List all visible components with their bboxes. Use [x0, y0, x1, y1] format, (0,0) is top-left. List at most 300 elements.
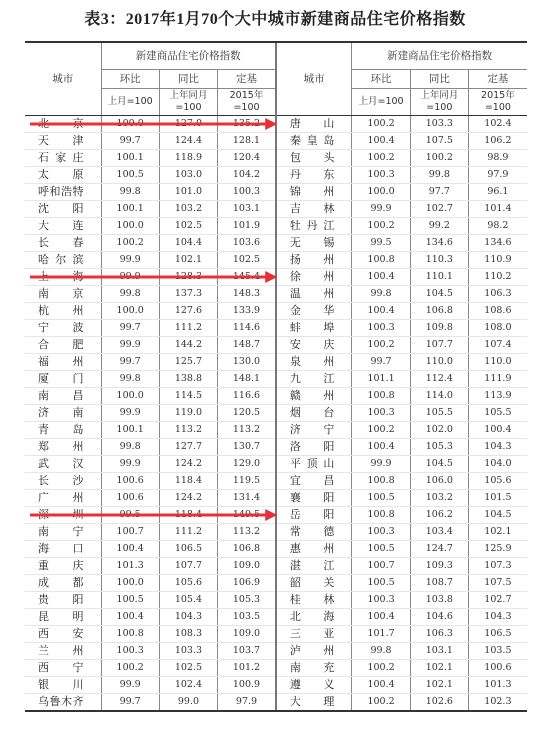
mom-left-cell: 99.8 [101, 286, 159, 303]
city-right-cell: 温州 [276, 286, 352, 303]
base-left-cell: 129.0 [218, 456, 276, 473]
yoy-left-cell: 127.6 [159, 303, 217, 320]
base-right-cell: 106.3 [468, 286, 526, 303]
city-left-cell: 哈尔滨 [25, 252, 101, 269]
city-left-cell: 武汉 [25, 456, 101, 473]
mom-right-cell: 100.2 [352, 116, 410, 133]
table-row [25, 303, 527, 320]
mom-right-cell: 100.3 [352, 405, 410, 422]
group-header-right: 新建商品住宅价格指数 [352, 42, 527, 70]
yoy-right-cell: 110.1 [410, 269, 468, 286]
yoy-right-cell: 100.2 [410, 150, 468, 167]
city-right-cell: 济宁 [276, 422, 352, 439]
city-left-cell: 兰州 [25, 643, 101, 660]
mom-right-cell: 100.3 [352, 320, 410, 337]
city-left-cell: 宁波 [25, 320, 101, 337]
base-left-cell: 145.4 [218, 269, 276, 286]
city-left-cell: 深圳 [25, 507, 101, 524]
city-right-cell: 吉林 [276, 201, 352, 218]
city-right-cell: 牡丹江 [276, 218, 352, 235]
base-left-cell: 106.9 [218, 575, 276, 592]
city-right-cell: 惠州 [276, 541, 352, 558]
mom-right-cell: 99.8 [352, 286, 410, 303]
city-right-cell: 丹东 [276, 167, 352, 184]
mom-right-cell: 99.9 [352, 456, 410, 473]
mom-left-cell: 100.0 [101, 575, 159, 592]
base-header-right: 定基 [468, 70, 526, 89]
yoy-left-cell: 102.4 [159, 677, 217, 694]
city-left-cell: 南京 [25, 286, 101, 303]
mom-right-cell: 99.8 [352, 643, 410, 660]
base-right-cell: 125.9 [468, 541, 526, 558]
city-left-cell: 福州 [25, 354, 101, 371]
base-right-cell: 107.4 [468, 337, 526, 354]
base-right-cell: 102.1 [468, 524, 526, 541]
mom-right-cell: 100.5 [352, 575, 410, 592]
base-left-cell: 116.6 [218, 388, 276, 405]
base-left-cell: 109.0 [218, 558, 276, 575]
mom-header-left: 环比 [101, 70, 159, 89]
city-right-cell: 洛阳 [276, 439, 352, 456]
yoy-right-cell: 102.1 [410, 677, 468, 694]
city-right-cell: 岳阳 [276, 507, 352, 524]
city-right-cell: 南充 [276, 660, 352, 677]
yoy-right-cell: 97.7 [410, 184, 468, 201]
base-right-cell: 134.6 [468, 235, 526, 252]
mom-left-cell: 100.6 [101, 490, 159, 507]
base-left-cell: 120.4 [218, 150, 276, 167]
city-left-cell: 贵阳 [25, 592, 101, 609]
yoy-left-cell: 108.3 [159, 626, 217, 643]
base-left-cell: 149.5 [218, 507, 276, 524]
city-left-cell: 厦门 [25, 371, 101, 388]
city-right-cell: 赣州 [276, 388, 352, 405]
table-title: 表3：2017年1月70个大中城市新建商品住宅价格指数 [84, 11, 466, 28]
table-header [25, 42, 527, 116]
table-row [25, 286, 527, 303]
city-right-cell: 安庆 [276, 337, 352, 354]
city-right-cell: 襄阳 [276, 490, 352, 507]
city-right-cell: 徐州 [276, 269, 352, 286]
mom-left-cell: 99.5 [101, 507, 159, 524]
mom-right-cell: 100.4 [352, 609, 410, 626]
city-right-cell: 锦州 [276, 184, 352, 201]
mom-right-cell: 100.2 [352, 337, 410, 354]
yoy-right-cell: 103.8 [410, 592, 468, 609]
mom-left-cell: 99.7 [101, 694, 159, 712]
city-right-cell: 桂林 [276, 592, 352, 609]
base-right-cell: 96.1 [468, 184, 526, 201]
yoy-left-cell: 124.4 [159, 133, 217, 150]
mom-right-cell: 100.4 [352, 133, 410, 150]
mom-sub-left: 上月=100 [101, 89, 159, 116]
base-left-cell: 101.2 [218, 660, 276, 677]
city-right-cell: 烟台 [276, 405, 352, 422]
yoy-left-cell: 111.2 [159, 524, 217, 541]
city-left-cell: 上海 [25, 269, 101, 286]
mom-left-cell: 99.9 [101, 252, 159, 269]
mom-right-cell: 100.0 [352, 184, 410, 201]
yoy-right-cell: 106.3 [410, 626, 468, 643]
yoy-right-cell: 106.0 [410, 473, 468, 490]
base-right-cell: 104.5 [468, 507, 526, 524]
mom-right-cell: 100.8 [352, 507, 410, 524]
base-left-cell: 119.5 [218, 473, 276, 490]
mom-left-cell: 100.1 [101, 201, 159, 218]
base-left-cell: 100.9 [218, 677, 276, 694]
table-row [25, 575, 527, 592]
base-left-cell: 113.2 [218, 422, 276, 439]
base-right-cell: 104.3 [468, 439, 526, 456]
base-left-cell: 114.6 [218, 320, 276, 337]
table-row [25, 643, 527, 660]
table-row [25, 439, 527, 456]
mom-left-cell: 99.8 [101, 184, 159, 201]
table-row [25, 269, 527, 286]
yoy-right-cell: 109.3 [410, 558, 468, 575]
city-right-cell: 九江 [276, 371, 352, 388]
base-left-cell: 148.7 [218, 337, 276, 354]
mom-right-cell: 100.8 [352, 388, 410, 405]
base-left-cell: 131.4 [218, 490, 276, 507]
mom-left-cell: 99.9 [101, 337, 159, 354]
mom-left-cell: 99.9 [101, 405, 159, 422]
mom-left-cell: 100.4 [101, 541, 159, 558]
mom-left-cell: 100.0 [101, 303, 159, 320]
city-left-cell: 昆明 [25, 609, 101, 626]
table-row [25, 320, 527, 337]
table-row [25, 626, 527, 643]
base-left-cell: 120.5 [218, 405, 276, 422]
yoy-right-cell: 109.8 [410, 320, 468, 337]
city-right-cell: 包头 [276, 150, 352, 167]
city-left-cell: 重庆 [25, 558, 101, 575]
table-row [25, 150, 527, 167]
city-left-cell: 大连 [25, 218, 101, 235]
base-left-cell: 133.9 [218, 303, 276, 320]
yoy-left-cell: 102.5 [159, 660, 217, 677]
yoy-left-cell: 118.4 [159, 473, 217, 490]
yoy-left-cell: 137.3 [159, 286, 217, 303]
city-header-right: 城市 [276, 42, 352, 116]
city-left-cell: 沈阳 [25, 201, 101, 218]
base-left-cell: 130.7 [218, 439, 276, 456]
table-row [25, 235, 527, 252]
base-right-cell: 101.5 [468, 490, 526, 507]
mom-left-cell: 99.9 [101, 269, 159, 286]
yoy-right-cell: 103.2 [410, 490, 468, 507]
city-left-cell: 北京 [25, 116, 101, 133]
table-row [25, 456, 527, 473]
table-row [25, 218, 527, 235]
yoy-left-cell: 128.3 [159, 269, 217, 286]
base-right-cell: 102.4 [468, 116, 526, 133]
yoy-right-cell: 103.1 [410, 643, 468, 660]
mom-header-right: 环比 [352, 70, 410, 89]
base-right-cell: 98.2 [468, 218, 526, 235]
base-right-cell: 104.3 [468, 609, 526, 626]
city-left-cell: 成都 [25, 575, 101, 592]
mom-right-cell: 100.2 [352, 422, 410, 439]
base-sub-left: 2015年=100 [218, 89, 276, 116]
base-right-cell: 106.5 [468, 626, 526, 643]
base-header-left: 定基 [218, 70, 276, 89]
city-right-cell: 平顶山 [276, 456, 352, 473]
mom-left-cell: 100.7 [101, 524, 159, 541]
city-right-cell: 唐山 [276, 116, 352, 133]
yoy-right-cell: 112.4 [410, 371, 468, 388]
base-right-cell: 110.2 [468, 269, 526, 286]
city-left-cell: 郑州 [25, 439, 101, 456]
base-right-cell: 102.3 [468, 694, 526, 712]
yoy-left-cell: 138.8 [159, 371, 217, 388]
base-right-cell: 104.0 [468, 456, 526, 473]
table-row [25, 677, 527, 694]
base-left-cell: 109.0 [218, 626, 276, 643]
city-left-cell: 石家庄 [25, 150, 101, 167]
yoy-right-cell: 104.6 [410, 609, 468, 626]
city-right-cell: 湛江 [276, 558, 352, 575]
mom-left-cell: 100.8 [101, 626, 159, 643]
mom-left-cell: 100.3 [101, 643, 159, 660]
base-right-cell: 101.4 [468, 201, 526, 218]
city-left-cell: 长沙 [25, 473, 101, 490]
yoy-right-cell: 134.6 [410, 235, 468, 252]
mom-right-cell: 99.9 [352, 201, 410, 218]
city-left-cell: 杭州 [25, 303, 101, 320]
base-right-cell: 103.5 [468, 643, 526, 660]
mom-right-cell: 100.2 [352, 660, 410, 677]
mom-right-cell: 99.7 [352, 354, 410, 371]
mom-left-cell: 100.6 [101, 473, 159, 490]
yoy-left-cell: 107.7 [159, 558, 217, 575]
yoy-left-cell: 127.7 [159, 439, 217, 456]
mom-right-cell: 100.4 [352, 303, 410, 320]
base-right-cell: 100.4 [468, 422, 526, 439]
city-right-cell: 无锡 [276, 235, 352, 252]
base-right-cell: 100.6 [468, 660, 526, 677]
base-left-cell: 113.2 [218, 524, 276, 541]
yoy-left-cell: 105.6 [159, 575, 217, 592]
yoy-left-cell: 101.0 [159, 184, 217, 201]
table-row [25, 405, 527, 422]
base-left-cell: 105.3 [218, 592, 276, 609]
mom-left-cell: 99.7 [101, 320, 159, 337]
yoy-left-cell: 106.5 [159, 541, 217, 558]
base-left-cell: 97.9 [218, 694, 276, 712]
base-right-cell: 101.3 [468, 677, 526, 694]
yoy-left-cell: 104.4 [159, 235, 217, 252]
table-row [25, 354, 527, 371]
table-row [25, 422, 527, 439]
yoy-left-cell: 103.2 [159, 201, 217, 218]
yoy-right-cell: 102.1 [410, 660, 468, 677]
city-right-cell: 宜昌 [276, 473, 352, 490]
city-left-cell: 天津 [25, 133, 101, 150]
city-left-cell: 广州 [25, 490, 101, 507]
base-right-cell: 113.9 [468, 388, 526, 405]
yoy-right-cell: 110.0 [410, 354, 468, 371]
mom-left-cell: 100.1 [101, 150, 159, 167]
yoy-left-cell: 104.3 [159, 609, 217, 626]
yoy-sub-right: 上年同月=100 [410, 89, 468, 116]
base-left-cell: 102.5 [218, 252, 276, 269]
yoy-left-cell: 113.2 [159, 422, 217, 439]
city-left-cell: 乌鲁木齐 [25, 694, 101, 712]
yoy-left-cell: 118.4 [159, 507, 217, 524]
base-right-cell: 105.6 [468, 473, 526, 490]
yoy-right-cell: 114.0 [410, 388, 468, 405]
yoy-right-cell: 107.7 [410, 337, 468, 354]
mom-left-cell: 99.8 [101, 439, 159, 456]
city-left-cell: 合肥 [25, 337, 101, 354]
base-right-cell: 107.3 [468, 558, 526, 575]
yoy-right-cell: 124.7 [410, 541, 468, 558]
base-right-cell: 106.2 [468, 133, 526, 150]
yoy-left-cell: 119.0 [159, 405, 217, 422]
city-left-cell: 太原 [25, 167, 101, 184]
base-left-cell: 103.5 [218, 609, 276, 626]
base-left-cell: 101.9 [218, 218, 276, 235]
mom-left-cell: 99.8 [101, 371, 159, 388]
mom-right-cell: 99.5 [352, 235, 410, 252]
base-left-cell: 106.8 [218, 541, 276, 558]
base-left-cell: 148.1 [218, 371, 276, 388]
yoy-left-cell: 105.4 [159, 592, 217, 609]
base-right-cell: 105.5 [468, 405, 526, 422]
mom-right-cell: 100.2 [352, 694, 410, 712]
mom-left-cell: 100.5 [101, 167, 159, 184]
mom-right-cell: 100.4 [352, 677, 410, 694]
city-left-cell: 西安 [25, 626, 101, 643]
yoy-right-cell: 110.3 [410, 252, 468, 269]
mom-right-cell: 100.2 [352, 150, 410, 167]
yoy-right-cell: 102.6 [410, 694, 468, 712]
yoy-right-cell: 106.8 [410, 303, 468, 320]
base-right-cell: 108.0 [468, 320, 526, 337]
mom-left-cell: 100.2 [101, 235, 159, 252]
mom-left-cell: 99.7 [101, 133, 159, 150]
city-left-cell: 南宁 [25, 524, 101, 541]
table-row [25, 371, 527, 388]
yoy-right-cell: 103.4 [410, 524, 468, 541]
base-right-cell: 111.9 [468, 371, 526, 388]
table-row [25, 473, 527, 490]
mom-right-cell: 101.1 [352, 371, 410, 388]
yoy-right-cell: 105.3 [410, 439, 468, 456]
yoy-left-cell: 102.1 [159, 252, 217, 269]
yoy-header-right: 同比 [410, 70, 468, 89]
yoy-left-cell: 144.2 [159, 337, 217, 354]
base-left-cell: 100.3 [218, 184, 276, 201]
yoy-right-cell: 102.7 [410, 201, 468, 218]
group-header-left: 新建商品住宅价格指数 [101, 42, 276, 70]
base-left-cell: 148.3 [218, 286, 276, 303]
mom-right-cell: 101.7 [352, 626, 410, 643]
table-row [25, 133, 527, 150]
mom-left-cell: 100.0 [101, 116, 159, 133]
yoy-right-cell: 103.3 [410, 116, 468, 133]
mom-right-cell: 100.2 [352, 218, 410, 235]
city-right-cell: 蚌埠 [276, 320, 352, 337]
yoy-right-cell: 99.8 [410, 167, 468, 184]
yoy-header-left: 同比 [159, 70, 217, 89]
table-row [25, 184, 527, 201]
table-row [25, 541, 527, 558]
table-row [25, 524, 527, 541]
city-right-cell: 遵义 [276, 677, 352, 694]
mom-right-cell: 100.3 [352, 167, 410, 184]
yoy-right-cell: 104.5 [410, 456, 468, 473]
city-right-cell: 三亚 [276, 626, 352, 643]
mom-right-cell: 100.5 [352, 490, 410, 507]
yoy-left-cell: 99.0 [159, 694, 217, 712]
mom-left-cell: 100.2 [101, 660, 159, 677]
table-row [25, 558, 527, 575]
yoy-left-cell: 124.2 [159, 456, 217, 473]
city-header-left: 城市 [25, 42, 101, 116]
city-right-cell: 秦皇岛 [276, 133, 352, 150]
mom-left-cell: 99.9 [101, 456, 159, 473]
base-right-cell: 107.5 [468, 575, 526, 592]
yoy-sub-left: 上年同月=100 [159, 89, 217, 116]
table-row [25, 116, 527, 133]
price-index-table [25, 41, 527, 712]
city-right-cell: 泸州 [276, 643, 352, 660]
base-right-cell: 108.6 [468, 303, 526, 320]
base-left-cell: 103.6 [218, 235, 276, 252]
city-left-cell: 济南 [25, 405, 101, 422]
table-row [25, 592, 527, 609]
city-right-cell: 金华 [276, 303, 352, 320]
yoy-left-cell: 127.0 [159, 116, 217, 133]
yoy-left-cell: 124.2 [159, 490, 217, 507]
yoy-left-cell: 125.7 [159, 354, 217, 371]
city-left-cell: 海口 [25, 541, 101, 558]
city-left-cell: 呼和浩特 [25, 184, 101, 201]
city-right-cell: 常德 [276, 524, 352, 541]
mom-left-cell: 100.5 [101, 592, 159, 609]
table-row [25, 201, 527, 218]
mom-left-cell: 99.7 [101, 354, 159, 371]
mom-right-cell: 100.3 [352, 524, 410, 541]
city-left-cell: 银川 [25, 677, 101, 694]
mom-left-cell: 100.1 [101, 422, 159, 439]
city-left-cell: 青岛 [25, 422, 101, 439]
table-row [25, 660, 527, 677]
city-left-cell: 西宁 [25, 660, 101, 677]
base-left-cell: 130.0 [218, 354, 276, 371]
mom-left-cell: 100.0 [101, 218, 159, 235]
table-body [25, 116, 527, 712]
base-right-cell: 102.7 [468, 592, 526, 609]
base-left-cell: 103.7 [218, 643, 276, 660]
base-left-cell: 128.1 [218, 133, 276, 150]
table-row [25, 490, 527, 507]
mom-sub-right: 上月=100 [352, 89, 410, 116]
yoy-right-cell: 99.2 [410, 218, 468, 235]
table-row [25, 252, 527, 269]
city-left-cell: 长春 [25, 235, 101, 252]
yoy-left-cell: 103.0 [159, 167, 217, 184]
yoy-left-cell: 114.5 [159, 388, 217, 405]
mom-left-cell: 99.9 [101, 677, 159, 694]
yoy-right-cell: 104.5 [410, 286, 468, 303]
mom-right-cell: 100.4 [352, 269, 410, 286]
yoy-left-cell: 118.9 [159, 150, 217, 167]
base-sub-right: 2015年=100 [468, 89, 526, 116]
yoy-right-cell: 108.7 [410, 575, 468, 592]
